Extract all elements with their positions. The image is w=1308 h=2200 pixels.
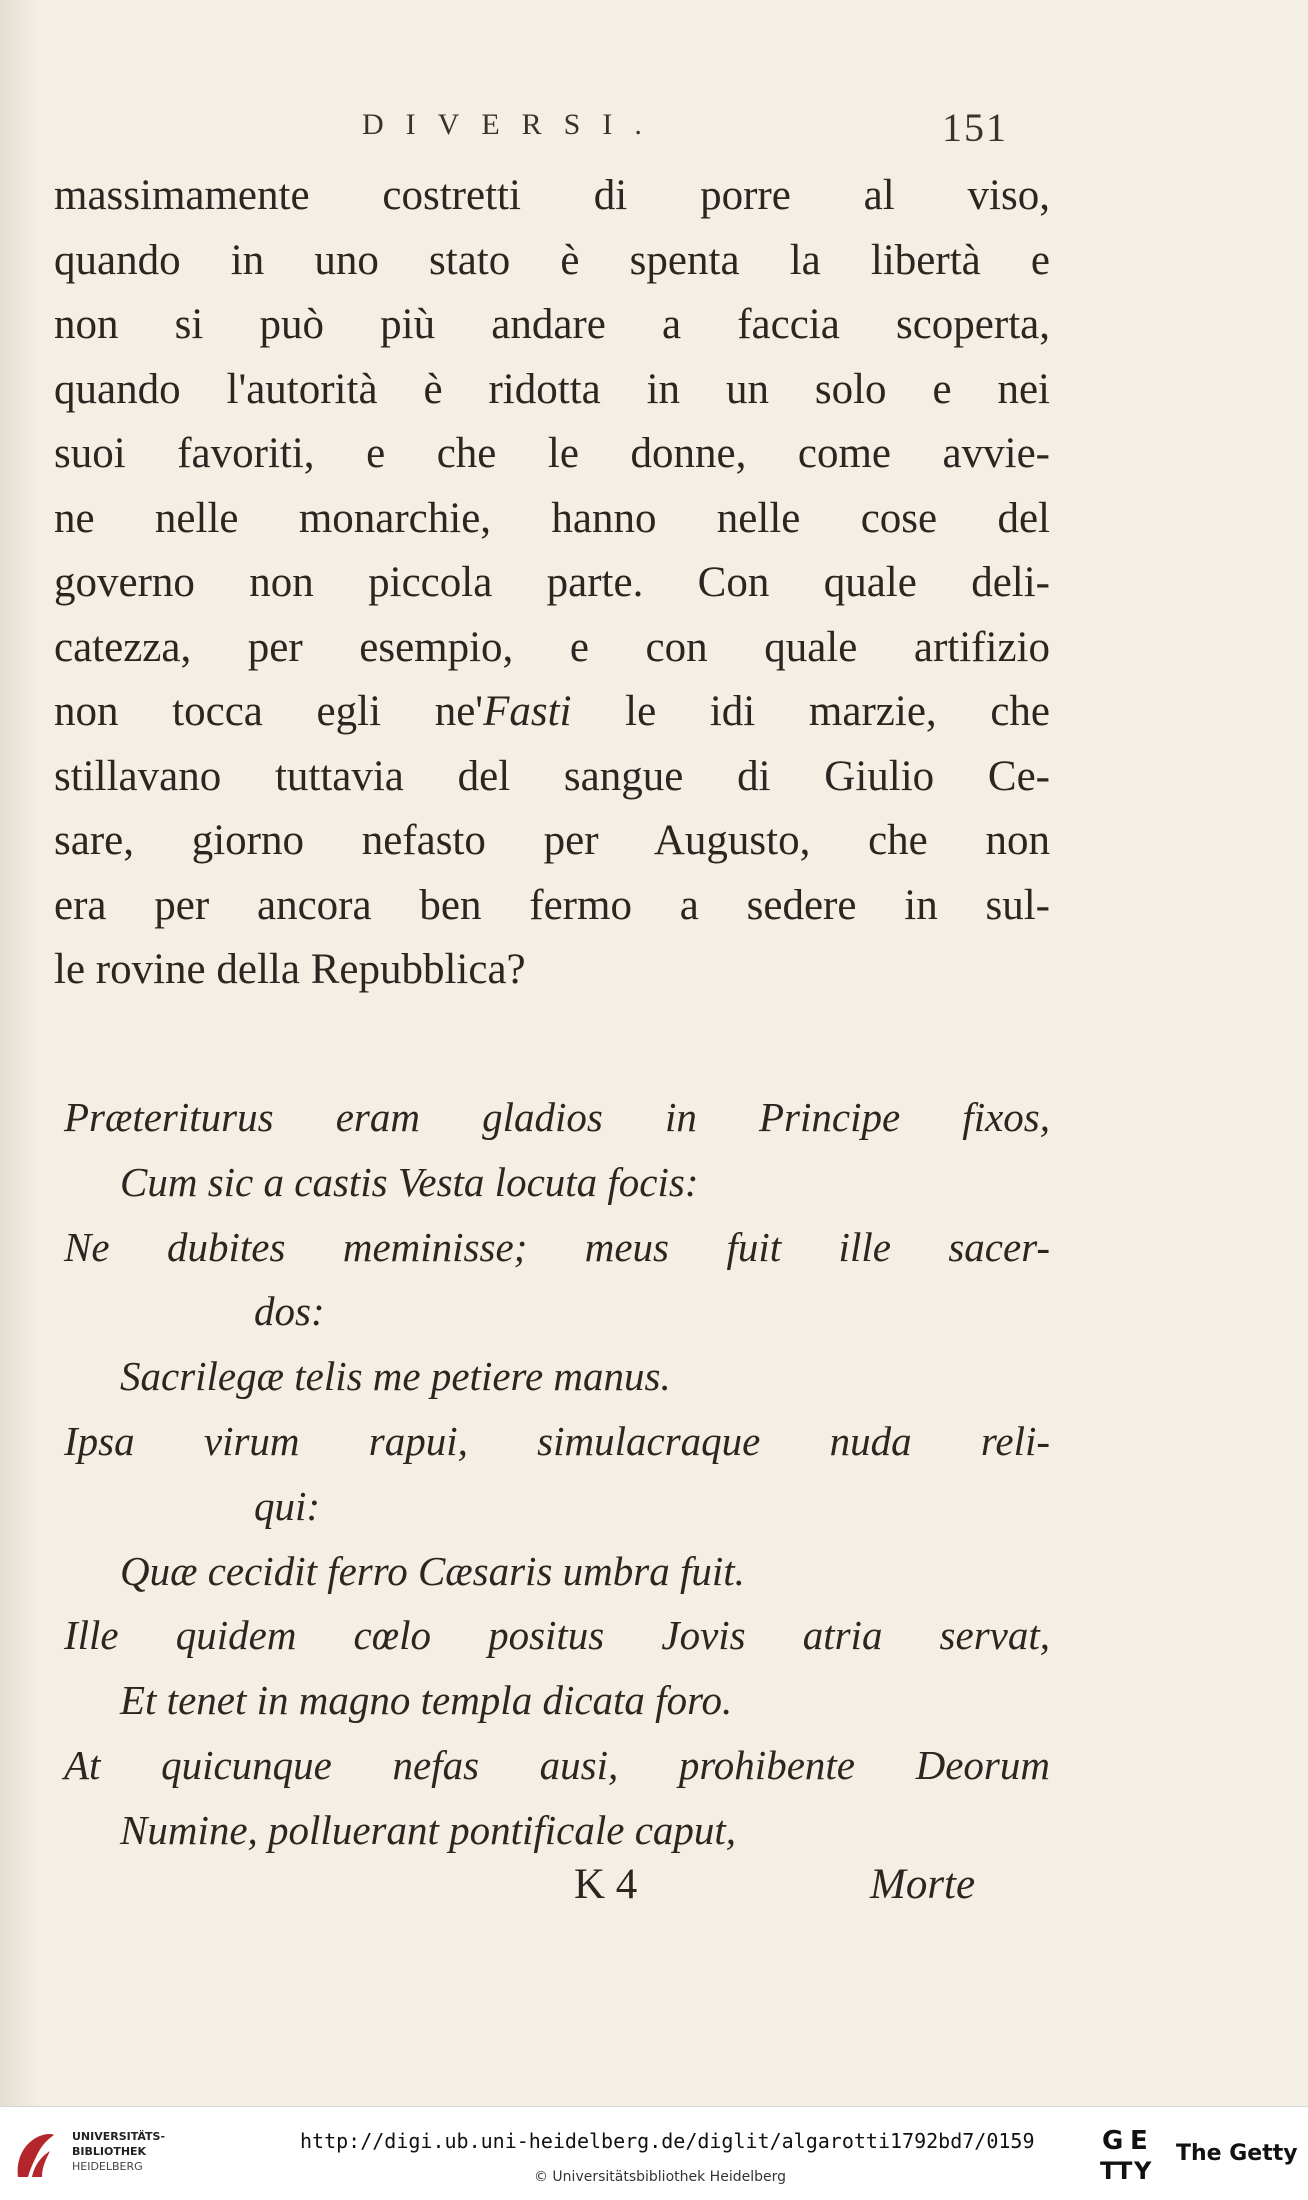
verse-line-continuation: qui:: [254, 1482, 321, 1529]
getty-logo-letter: T: [1116, 2157, 1133, 2185]
prose-line: quando l'autorità è ridotta in un solo e nei: [54, 365, 1050, 413]
library-name-line: BIBLIOTHEK: [72, 2145, 147, 2158]
getty-logo-icon: [1100, 2121, 1156, 2185]
prose-line: era per ancora ben fermo a sedere in sul-: [54, 881, 1050, 929]
library-name: [72, 2129, 165, 2174]
getty-logo-letter: T: [1100, 2157, 1117, 2185]
prose-line: quando in uno stato è spenta la libertà e: [54, 236, 1050, 284]
viewer-footer: [0, 2106, 1308, 2200]
verse-line: Præteriturus eram gladios in Principe fixos,: [64, 1094, 1050, 1140]
verse-line: Numine, polluerant pontificale caput,: [120, 1806, 737, 1853]
prose-line: ne nelle monarchie, hanno nelle cose del: [54, 494, 1050, 542]
partner-name: The Getty: [1176, 2141, 1298, 2166]
verse-line: Cum sic a castis Vesta locuta focis:: [120, 1158, 699, 1205]
prose-paragraph: [54, 164, 1050, 1003]
prose-line: le rovine della Repubblica?: [54, 946, 526, 993]
library-name-line: HEIDELBERG: [72, 2160, 143, 2173]
prose-text: non tocca egli ne': [54, 688, 484, 735]
prose-line: stillavano tuttavia del sangue di Giulio Ce-: [54, 752, 1050, 800]
prose-text: le idi marzie, che: [571, 688, 1050, 735]
latin-verse-quotation: [54, 1085, 1050, 1863]
getty-logo-letter: G: [1102, 2126, 1124, 2156]
prose-line: governo non piccola parte. Con quale deli-: [54, 559, 1050, 606]
verse-line-continuation: dos:: [254, 1288, 325, 1335]
running-title: DIVERSI.: [362, 108, 664, 141]
prose-line: sare, giorno nefasto per Augusto, che non: [54, 817, 1050, 864]
catchword: Morte: [870, 1861, 976, 1908]
heidelberg-library-logo-icon: [12, 2125, 58, 2183]
page-foot: [0, 1860, 1308, 1920]
signature-mark: K 4: [574, 1861, 638, 1908]
verse-line: Et tenet in magno templa dicata foro.: [120, 1677, 733, 1724]
prose-line: non si può più andare a faccia scoperta,: [54, 301, 1050, 348]
getty-logo-letter: Y: [1134, 2157, 1152, 2185]
prose-line: massimamente costretti di porre al viso,: [54, 172, 1050, 219]
copyright-notice: © Universitätsbibliothek Heidelberg: [533, 2169, 786, 2185]
prose-line: suoi favoriti, e che le donne, come avvie-: [54, 430, 1050, 477]
verse-line: Ne dubites meminisse; meus fuit ille sacer-: [64, 1223, 1050, 1270]
running-head: [0, 105, 1308, 150]
verse-line: At quicunque nefas ausi, prohibente Deorum: [64, 1741, 1050, 1788]
prose-line-with-italic: [54, 680, 1050, 745]
verse-line: Ille quidem cœlo positus Jovis atria servat,: [64, 1612, 1050, 1659]
verse-line: Sacrilegæ telis me petiere manus.: [120, 1353, 671, 1400]
library-name-line: UNIVERSITÄTS-: [72, 2130, 166, 2143]
page-number: 151: [942, 105, 1008, 150]
work-title-fasti: Fasti: [483, 688, 572, 735]
verse-line: Ipsa virum rapui, simulacraque nuda reli-: [64, 1417, 1050, 1464]
verse-line: Quæ cecidit ferro Cæsaris umbra fuit.: [120, 1547, 745, 1594]
permalink-url[interactable]: http://digi.ub.uni-heidelberg.de/diglit/algarotti1792bd7/0159: [300, 2129, 1035, 2153]
prose-line: catezza, per esempio, e con quale artifizio: [54, 623, 1050, 671]
getty-logo-letter: E: [1130, 2126, 1148, 2156]
